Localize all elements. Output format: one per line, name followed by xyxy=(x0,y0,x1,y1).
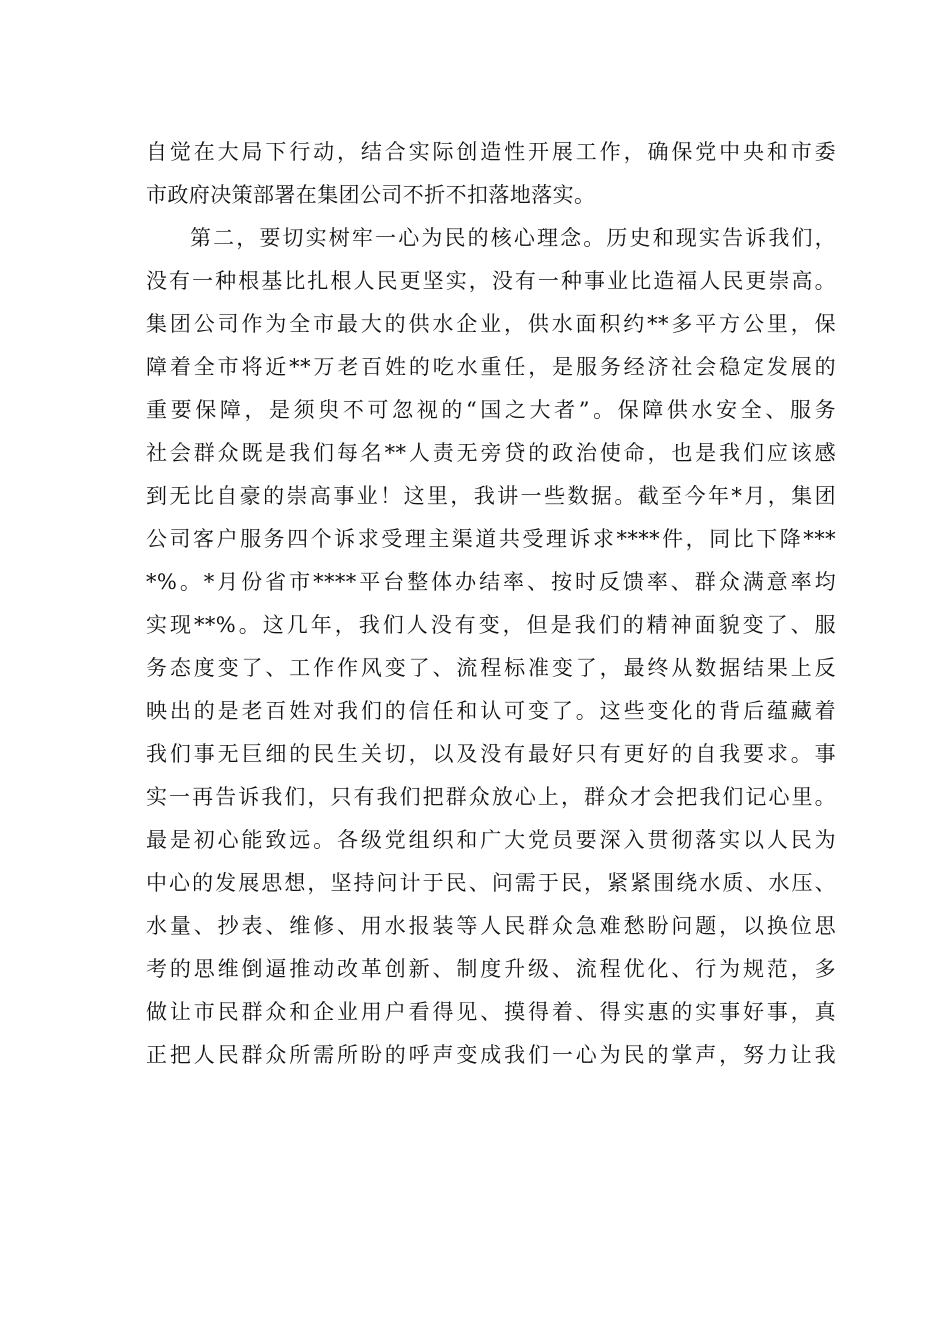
text-line: 务态度变了、工作作风变了、流程标准变了，最终从数据结果上反 xyxy=(146,656,836,680)
text-line: 正把人民群众所需所盼的呼声变成我们一心为民的掌声，努力让我 xyxy=(146,1043,836,1067)
text-line: 重要保障，是须臾不可忽视的“国之大者”。保障供水安全、服务 xyxy=(146,398,836,422)
text-line: 公司客户服务四个诉求受理主渠道共受理诉求****件，同比下降*** xyxy=(146,527,836,551)
document-body xyxy=(146,131,836,1077)
text-line: 做让市民群众和企业用户看得见、摸得着、得实惠的实事好事，真 xyxy=(146,1000,836,1024)
text-line: 实现**%。这几年，我们人没有变，但是我们的精神面貌变了、服 xyxy=(146,613,836,637)
text-line: 水量、抄表、维修、用水报装等人民群众急难愁盼问题，以换位思 xyxy=(146,914,836,938)
text-line: 映出的是老百姓对我们的信任和认可变了。这些变化的背后蕴藏着 xyxy=(146,699,836,723)
text-line: 障着全市将近**万老百姓的吃水重任，是服务经济社会稳定发展的 xyxy=(146,355,836,379)
text-line: 到无比自豪的崇高事业！这里，我讲一些数据。截至今年*月，集团 xyxy=(146,484,836,508)
paragraph-start-line: 第二，要切实树牢一心为民的核心理念。历史和现实告诉我们， xyxy=(190,226,836,250)
text-line: 社会群众既是我们每名**人责无旁贷的政治使命，也是我们应该感 xyxy=(146,441,836,465)
text-line: 我们事无巨细的民生关切，以及没有最好只有更好的自我要求。事 xyxy=(146,742,836,766)
text-line: 最是初心能致远。各级党组织和广大党员要深入贯彻落实以人民为 xyxy=(146,828,836,852)
text-line: 实一再告诉我们，只有我们把群众放心上，群众才会把我们记心里。 xyxy=(146,785,836,809)
text-line: 考的思维倒逼推动改革创新、制度升级、流程优化、行为规范，多 xyxy=(146,957,836,981)
text-line: 市政府决策部署在集团公司不折不扣落地落实。 xyxy=(146,183,596,207)
text-line: 中心的发展思想，坚持问计于民、问需于民，紧紧围绕水质、水压、 xyxy=(146,871,836,895)
text-line: 自觉在大局下行动，结合实际创造性开展工作，确保党中央和市委 xyxy=(146,140,836,164)
text-line: 没有一种根基比扎根人民更坚实，没有一种事业比造福人民更崇高。 xyxy=(146,269,836,293)
text-line: *%。*月份省市****平台整体办结率、按时反馈率、群众满意率均 xyxy=(146,570,836,594)
text-line: 集团公司作为全市最大的供水企业，供水面积约**多平方公里，保 xyxy=(146,312,836,336)
